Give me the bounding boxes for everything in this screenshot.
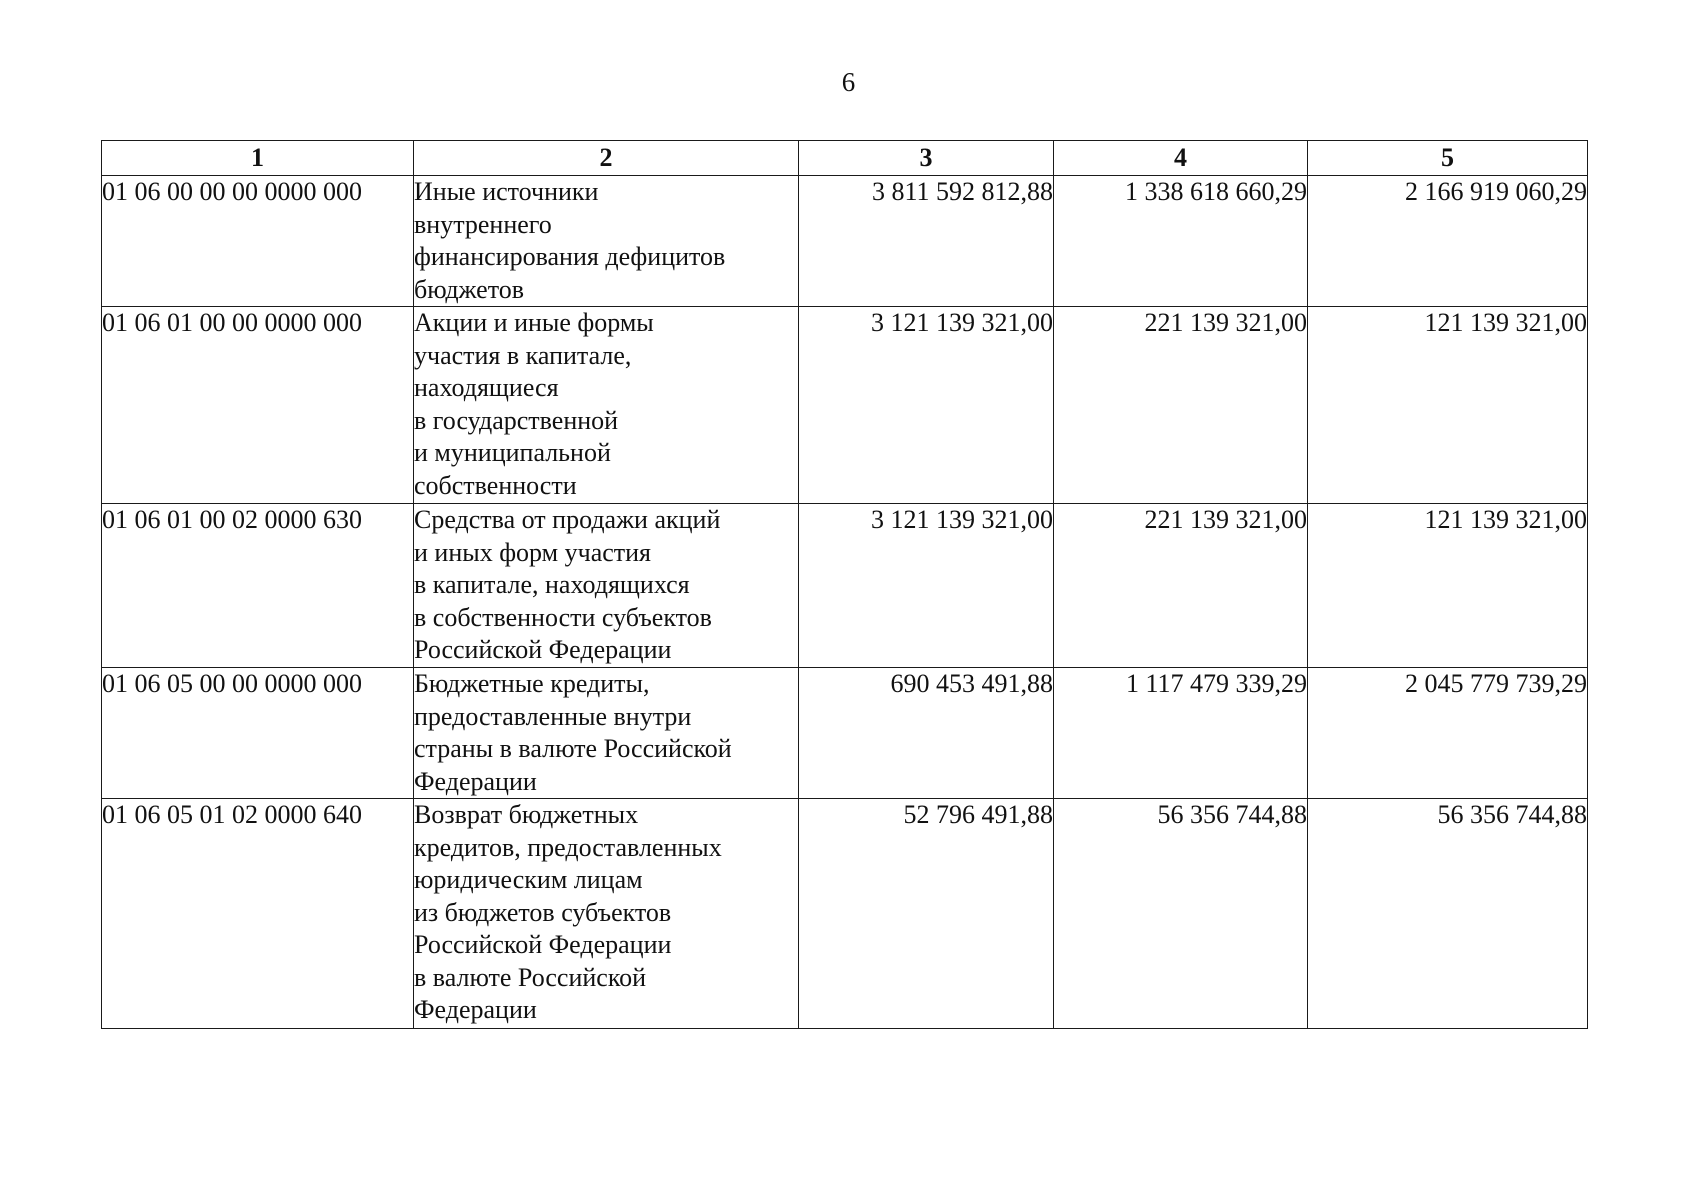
row-code: 01 06 05 00 00 0000 000: [102, 668, 414, 799]
row-value-col3: 52 796 491,88: [799, 799, 1054, 1029]
row-value-col4: 221 139 321,00: [1054, 504, 1308, 668]
row-name: [414, 799, 799, 1029]
row-value-col3: 3 121 139 321,00: [799, 504, 1054, 668]
row-name-line: финансирования дефицитов: [414, 242, 726, 271]
table-row: [102, 668, 1588, 799]
row-name-line: Федерации: [414, 995, 537, 1024]
row-name-line: в государственной: [414, 405, 619, 435]
row-code: 01 06 01 00 00 0000 000: [102, 307, 414, 504]
row-name-line: Федерации: [414, 766, 537, 796]
row-name-line: собственности: [414, 470, 577, 500]
row-value-col5: 121 139 321,00: [1308, 504, 1588, 668]
row-value-col5: 121 139 321,00: [1308, 307, 1588, 504]
row-value-col5: 2 045 779 739,29: [1308, 668, 1588, 799]
row-name: [414, 504, 799, 668]
row-name-line: кредитов, предоставленных: [414, 832, 722, 862]
row-value-col3: 690 453 491,88: [799, 668, 1054, 799]
row-name-line: Иные источники: [414, 177, 599, 206]
row-name-line: Бюджетные кредиты,: [414, 669, 650, 698]
table-row: [102, 176, 1588, 307]
row-value-col5: 2 166 919 060,29: [1308, 176, 1588, 307]
row-name-line: предоставленные внутри: [414, 701, 692, 731]
column-header-5: 5: [1308, 141, 1588, 176]
row-name: [414, 176, 799, 307]
row-value-col4: 56 356 744,88: [1054, 799, 1308, 1029]
row-value-col4: 1 117 479 339,29: [1054, 668, 1308, 799]
row-name-line: Акции и иные формы: [414, 308, 654, 337]
row-name-line: в капитале, находящихся: [414, 570, 690, 599]
sources-table: [101, 140, 1588, 1029]
row-name-line: страны в валюте Российской: [414, 734, 732, 763]
row-value-col3: 3 811 592 812,88: [799, 176, 1054, 307]
row-code: 01 06 01 00 02 0000 630: [102, 504, 414, 668]
table-row: [102, 307, 1588, 504]
row-value-col4: 221 139 321,00: [1054, 307, 1308, 504]
row-code: 01 06 00 00 00 0000 000: [102, 176, 414, 307]
row-name-line: внутреннего: [414, 209, 552, 239]
row-name-line: и иных форм участия: [414, 537, 652, 567]
page-number: 6: [841, 67, 856, 97]
row-name-line: Российской Федерации: [414, 635, 672, 664]
row-name-line: Средства от продажи акций: [414, 505, 721, 534]
row-name-line: Возврат бюджетных: [414, 800, 639, 829]
table-row: [102, 799, 1588, 1029]
row-name-line: участия в капитале,: [414, 340, 632, 370]
row-code: 01 06 05 01 02 0000 640: [102, 799, 414, 1029]
row-name-line: юридическим лицам: [414, 865, 643, 894]
column-header-2: 2: [414, 141, 799, 176]
table-body: [102, 176, 1588, 1029]
table-row: [102, 504, 1588, 668]
row-name: [414, 668, 799, 799]
row-name-line: бюджетов: [414, 274, 525, 304]
column-header-1: 1: [102, 141, 414, 176]
column-header-3: 3: [799, 141, 1054, 176]
column-header-4: 4: [1054, 141, 1308, 176]
row-name-line: в собственности субъектов: [414, 602, 712, 632]
row-value-col4: 1 338 618 660,29: [1054, 176, 1308, 307]
row-name: [414, 307, 799, 504]
row-name-line: Российской Федерации: [414, 930, 672, 959]
header-row: [102, 141, 1588, 176]
row-value-col5: 56 356 744,88: [1308, 799, 1588, 1029]
row-name-line: и муниципальной: [414, 438, 611, 467]
row-value-col3: 3 121 139 321,00: [799, 307, 1054, 504]
row-name-line: находящиеся: [414, 373, 559, 402]
table-header: [102, 141, 1588, 176]
row-name-line: в валюте Российской: [414, 962, 647, 992]
row-name-line: из бюджетов субъектов: [414, 897, 672, 927]
